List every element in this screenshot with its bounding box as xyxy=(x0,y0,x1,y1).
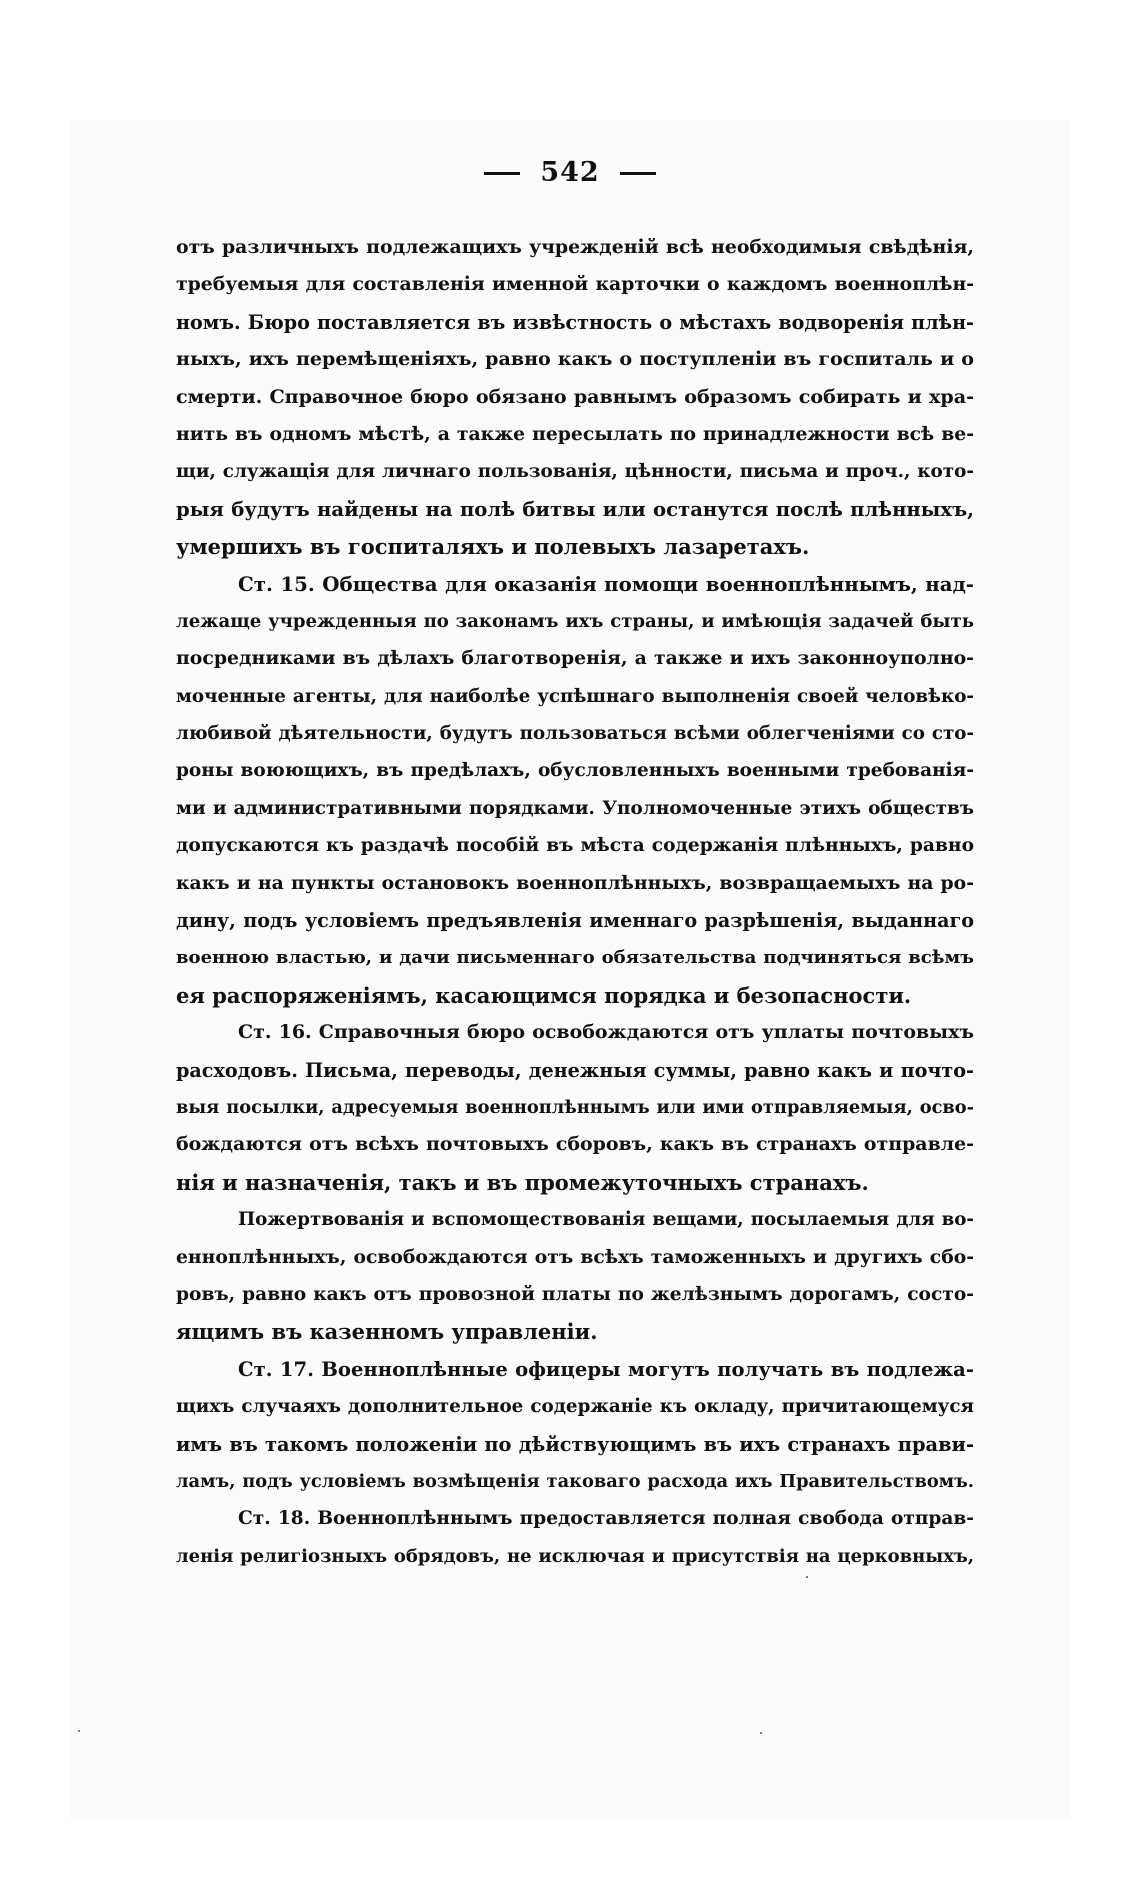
text-line: имъ въ такомъ положеніи по дѣйствующимъ въ ихъ странахъ прави- xyxy=(176,1432,974,1456)
text-line: щи, служащія для личнаго пользованія, цѣнности, письма и проч., кото- xyxy=(176,461,974,483)
page-header xyxy=(0,157,1140,188)
text-line: смерти. Справочное бюро обязано равнымъ образомъ собирать и хра- xyxy=(176,385,974,408)
text-line: расходовъ. Письма, переводы, денежныя суммы, равно какъ и почто- xyxy=(176,1058,974,1082)
scan-speck xyxy=(806,1576,808,1578)
scan-speck xyxy=(78,1730,80,1732)
text-line: любивой дѣятельности, будутъ пользоваться всѣми облегченіями со сто- xyxy=(176,723,974,745)
text-line: нить въ одномъ мѣстѣ, а также пересылать по принадлежности всѣ ве- xyxy=(176,422,974,445)
text-line: нія и назначенія, такъ и въ промежуточныхъ странахъ. xyxy=(176,1169,869,1195)
text-line: посредниками въ дѣлахъ благотворенія, а также и ихъ законноуполно- xyxy=(176,647,974,670)
text-line: енноплѣнныхъ, освобождаются отъ всѣхъ таможенныхъ и другихъ сбо- xyxy=(176,1245,974,1268)
text-line: какъ и на пункты остановокъ военноплѣнныхъ, возвращаемыхъ на ро- xyxy=(176,871,974,894)
text-line: требуемыя для составленія именной карточки о каждомъ военноплѣн- xyxy=(176,273,974,296)
text-line: ныхъ, ихъ перемѣщеніяхъ, равно какъ о поступленіи въ госпиталь и о xyxy=(176,348,974,371)
article-18-first-line: Ст. 18. Военноплѣннымъ предоставляется полная свобода отправ- xyxy=(238,1508,974,1530)
text-line: выя посылки, адресуемыя военноплѣннымъ или ими отправляемыя, осво- xyxy=(176,1096,974,1118)
text-line: роны воюющихъ, въ предѣлахъ, обусловленныхъ военными требованія- xyxy=(176,760,974,782)
text-line: номъ. Бюро поставляется въ извѣстность о мѣстахъ водворенія плѣн- xyxy=(176,310,974,334)
text-line: лежаще учрежденныя по законамъ ихъ страны, и имѣющія задачей быть xyxy=(176,610,974,632)
left-dash xyxy=(484,172,520,175)
text-line: умершихъ въ госпиталяхъ и полевыхъ лазаретахъ. xyxy=(176,534,810,560)
body-text xyxy=(176,229,974,1575)
text-line: ровъ, равно какъ отъ провозной платы по желѣзнымъ дорогамъ, состо- xyxy=(176,1283,974,1305)
text-line: рыя будутъ найдены на полѣ битвы или останутся послѣ плѣнныхъ, xyxy=(176,497,974,521)
text-line: щихъ случаяхъ дополнительное содержаніе къ окладу, причитающемуся xyxy=(176,1396,974,1418)
text-line: ламъ, подъ условіемъ возмѣщенія таковаго расхода ихъ Правительствомъ. xyxy=(176,1470,974,1492)
text-line: моченные агенты, для наиболѣе успѣшнаго выполненія своей человѣко- xyxy=(176,685,974,707)
text-line: ленія религіозныхъ обрядовъ, не исключая и присутствія на церковныхъ, xyxy=(176,1545,974,1567)
text-line: допускаются къ раздачѣ пособій въ мѣста содержанія плѣнныхъ, равно xyxy=(176,835,974,857)
scan-speck xyxy=(760,1732,762,1734)
text-line: ея распоряженіямъ, касающимся порядка и безопасности. xyxy=(176,982,912,1008)
article-16-first-line: Ст. 16. Справочныя бюро освобождаются отъ уплаты почтовыхъ xyxy=(238,1021,974,1044)
paragraph-first-line: Пожертвованія и вспомоществованія вещами, посылаемыя для во- xyxy=(238,1209,974,1231)
text-line: дину, подъ условіемъ предъявленія именнаго разрѣшенія, выданнаго xyxy=(176,909,974,933)
text-line: бождаются отъ всѣхъ почтовыхъ сборовъ, какъ въ странахъ отправле- xyxy=(176,1133,974,1156)
text-line: военною властью, и дачи письменнаго обязательства подчиняться всѣмъ xyxy=(176,947,974,969)
page-number: 542 xyxy=(540,157,600,188)
text-line: отъ различныхъ подлежащихъ учрежденій всѣ необходимыя свѣдѣнія, xyxy=(176,236,974,258)
article-15-first-line: Ст. 15. Общества для оказанія помощи военноплѣннымъ, над- xyxy=(238,571,974,596)
text-line: ящимъ въ казенномъ управленіи. xyxy=(176,1319,598,1345)
text-line: ми и административными порядками. Уполномоченные этихъ обществъ xyxy=(176,797,974,819)
right-dash xyxy=(620,172,656,175)
article-17-first-line: Ст. 17. Военноплѣнные офицеры могутъ получать въ подлежа- xyxy=(238,1357,974,1381)
